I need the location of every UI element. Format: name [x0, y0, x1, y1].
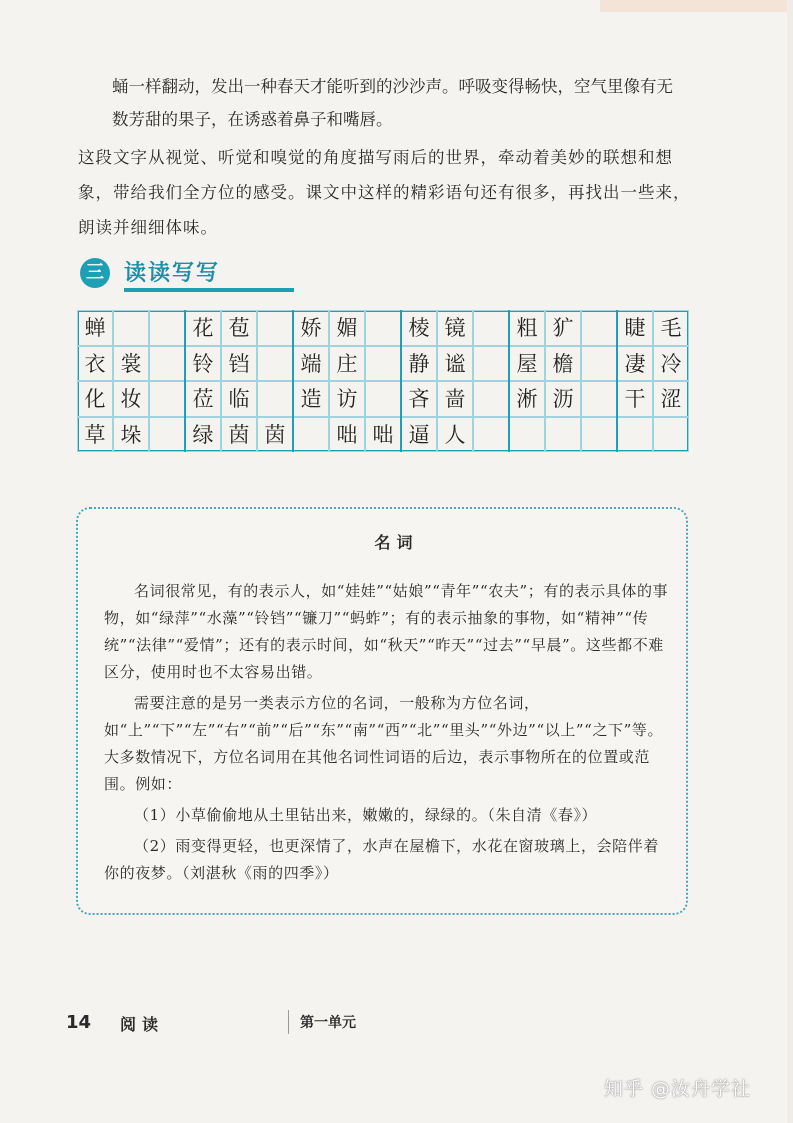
grid-cell — [149, 417, 185, 453]
box-paragraph-1: 名词很常见，有的表示人，如“娃娃”“姑娘”“青年”“农夫”；有的表示具体的事物，如“绿萍”“水藻”“铃铛”“镰刀”“蚂蚱”；有的表示抽象的事物，如“精神”“传统”“法律”“爱情”；还有的表示时间，如“秋天”“昨天”“过去”“早晨”。这些都不难区分，使用时也不太容易出错。 — [104, 582, 669, 681]
watermark: 知乎 @汝舟学社 — [604, 1078, 752, 1100]
grid-cell — [365, 310, 401, 346]
grid-cell — [365, 381, 401, 417]
section-title: 读读写写 — [124, 261, 221, 286]
section-underline — [124, 288, 294, 292]
grid-cell: 茵 — [257, 417, 293, 453]
grid-cell: 铃 — [185, 346, 221, 382]
grid-cell: 逼 — [401, 417, 437, 453]
grid-cell: 绿 — [185, 417, 221, 453]
grid-cell — [365, 346, 401, 382]
grid-cell — [293, 417, 329, 453]
grid-cell — [473, 381, 509, 417]
grid-cell: 访 — [329, 381, 365, 417]
page-number: 14 — [66, 1012, 92, 1033]
grid-cell: 花 — [185, 310, 221, 346]
grid-cell — [581, 346, 617, 382]
grid-cell: 毛 — [653, 310, 689, 346]
grid-cell: 屋 — [509, 346, 545, 382]
grid-cell: 裳 — [113, 346, 149, 382]
grid-group-divider — [508, 310, 510, 452]
page-edge — [787, 0, 793, 1123]
intro-text — [78, 70, 698, 245]
grid-cell: 凄 — [617, 346, 653, 382]
grid-cell: 铛 — [221, 346, 257, 382]
grid-cell — [473, 417, 509, 453]
grid-cell: 苞 — [221, 310, 257, 346]
grid-cell — [113, 310, 149, 346]
grid-cell: 吝 — [401, 381, 437, 417]
grid-cell: 粗 — [509, 310, 545, 346]
grid-cell: 莅 — [185, 381, 221, 417]
intro-line-2: 数芳甜的果子，在诱惑着鼻子和嘴唇。 — [112, 110, 393, 129]
grid-cell: 冷 — [653, 346, 689, 382]
grid-cell: 茵 — [221, 417, 257, 453]
grid-cell — [545, 417, 581, 453]
section-header — [80, 254, 700, 294]
grid-cell: 衣 — [77, 346, 113, 382]
intro-paragraph: 这段文字从视觉、听觉和嗅觉的角度描写雨后的世界，牵动着美妙的联想和想象，带给我们全方位的感受。课文中这样的精彩语句还有很多，再找出一些来，朗读并细细体味。 — [78, 148, 691, 237]
grid-cell: 妆 — [113, 381, 149, 417]
section-number-badge: 三 — [80, 258, 110, 288]
grid-cell — [473, 346, 509, 382]
footer-unit-name: 第一单元 — [300, 1015, 356, 1031]
grid-cell — [149, 310, 185, 346]
footer-divider — [288, 1010, 289, 1034]
grid-group-divider — [184, 310, 186, 452]
top-edge-strip — [600, 0, 793, 12]
grid-cell: 端 — [293, 346, 329, 382]
grid-cell — [617, 417, 653, 453]
example-1: （1）小草偷偷地从土里钻出来，嫩嫩的，绿绿的。（朱自清《春》） — [134, 806, 598, 824]
grid-cell — [581, 417, 617, 453]
grid-cell: 庄 — [329, 346, 365, 382]
grid-cell: 蝉 — [77, 310, 113, 346]
grid-cell: 化 — [77, 381, 113, 417]
grid-cell: 媚 — [329, 310, 365, 346]
grid-cell: 檐 — [545, 346, 581, 382]
footer-section-name: 阅读 — [120, 1015, 165, 1034]
grid-cell: 临 — [221, 381, 257, 417]
grid-cell — [473, 310, 509, 346]
grid-cell: 静 — [401, 346, 437, 382]
grid-cell — [149, 381, 185, 417]
grid-cell — [653, 417, 689, 453]
intro-line-1: 蛹一样翻动，发出一种春天才能听到的沙沙声。呼吸变得畅快，空气里像有无 — [112, 77, 673, 96]
grid-cell — [257, 310, 293, 346]
word-grid — [77, 310, 689, 452]
grid-cell: 淅 — [509, 381, 545, 417]
grid-group-divider — [616, 310, 618, 452]
grid-cell: 娇 — [293, 310, 329, 346]
box-paragraph-2: 需要注意的是另一类表示方位的名词，一般称为方位名词，如“上”“下”“左”“右”“前”“后”“东”“南”“西”“北”“里头”“外边”“以上”“之下”等。大多数情况下，方位名词用在其他名词性词语的后边，表示事物所在的位置或范围。例如： — [104, 694, 664, 793]
grid-cell — [257, 381, 293, 417]
grid-cell: 涩 — [653, 381, 689, 417]
grid-cell: 谧 — [437, 346, 473, 382]
grid-cell: 造 — [293, 381, 329, 417]
grid-cell: 啬 — [437, 381, 473, 417]
grid-cell: 沥 — [545, 381, 581, 417]
grid-cell — [149, 346, 185, 382]
knowledge-box-title: 名词 — [374, 533, 419, 552]
grid-cell: 干 — [617, 381, 653, 417]
grid-cell — [509, 417, 545, 453]
knowledge-box-body — [104, 578, 670, 887]
grid-cell: 棱 — [401, 310, 437, 346]
grid-group-divider — [292, 310, 294, 452]
grid-cell: 咄 — [329, 417, 365, 453]
grid-cell — [581, 381, 617, 417]
grid-cell — [581, 310, 617, 346]
grid-group-divider — [400, 310, 402, 452]
grid-cell: 草 — [77, 417, 113, 453]
grid-cell: 咄 — [365, 417, 401, 453]
grid-cell: 镜 — [437, 310, 473, 346]
example-2: （2）雨变得更轻，也更深情了，水声在屋檐下，水花在窗玻璃上，会陪伴着你的夜梦。（刘湛秋《雨的四季》） — [104, 837, 659, 882]
grid-cell: 人 — [437, 417, 473, 453]
grid-cell: 垛 — [113, 417, 149, 453]
grid-cell: 睫 — [617, 310, 653, 346]
grid-cell: 犷 — [545, 310, 581, 346]
grid-cell — [257, 346, 293, 382]
